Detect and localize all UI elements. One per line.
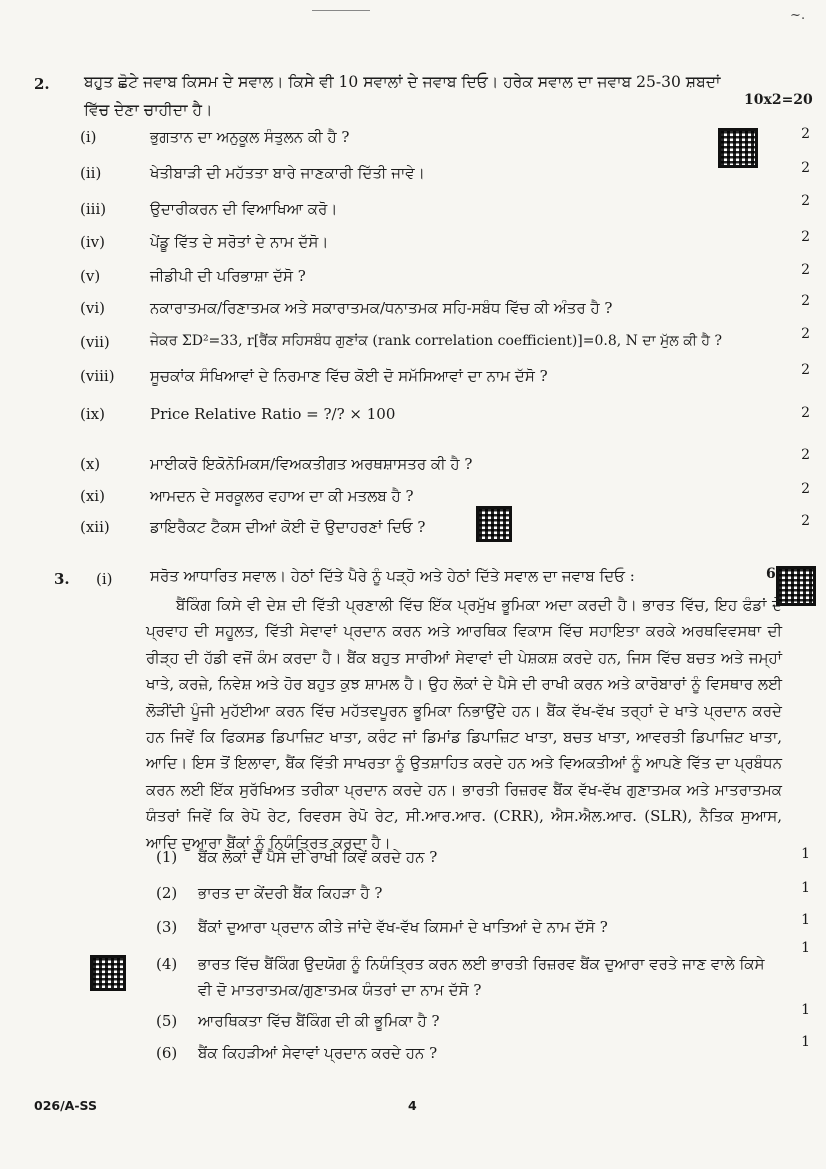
item-number: (iv): [80, 233, 105, 251]
subquestion-marks: 1: [801, 846, 810, 862]
item-marks: 2: [801, 362, 810, 378]
item-number: (ii): [80, 164, 102, 182]
subquestion-marks: 1: [801, 1002, 810, 1018]
header-rule: [312, 10, 370, 11]
subquestion-text: ਭਾਰਤ ਵਿੱਚ ਬੈਂਕਿੰਗ ਉਦਯੋਗ ਨੂੰ ਨਿਯੰਤ੍ਰਿਤ ਕਰਨ ਲਈ ਭਾਰਤੀ ਰਿਜ਼ਰਵ ਬੈਂਕ ਦੁਆਰਾ ਵਰਤੇ ਜਾਣ ਵਾਲੇ ਕਿਸੇ ਵੀ ਦੋ ਮਾਤਰਾਤਮਕ/ਗੁਣਾਤਮਕ ਯੰਤਰਾਂ ਦਾ ਨਾਮ ਦੱਸੋ ?: [198, 955, 765, 999]
item-marks: 2: [801, 326, 810, 342]
subquestion-number: (2): [156, 884, 178, 902]
item-marks: 2: [801, 513, 810, 529]
question-2-instruction: ਬਹੁਤ ਛੋਟੇ ਜਵਾਬ ਕਿਸਮ ਦੇ ਸਵਾਲ। ਕਿਸੇ ਵੀ 10 ਸਵਾਲਾਂ ਦੇ ਜਵਾਬ ਦਿਓ। ਹਰੇਕ ਸਵਾਲ ਦਾ ਜਵਾਬ 25-30 ਸ਼ਬਦਾਂ ਵਿੱਚ ਦੇਣਾ ਚਾਹੀਦਾ ਹੈ।: [84, 73, 721, 119]
subquestion-text: ਬੈਂਕਾਂ ਦੁਆਰਾ ਪ੍ਰਦਾਨ ਕੀਤੇ ਜਾਂਦੇ ਵੱਖ-ਵੱਖ ਕਿਸਮਾਂ ਦੇ ਖਾਤਿਆਂ ਦੇ ਨਾਮ ਦੱਸੋ ?: [198, 918, 608, 936]
item-number: (vii): [80, 333, 110, 351]
subquestion-marks: 1: [801, 880, 810, 896]
question-2-item-text: ਮਾਈਕਰੋ ਇਕੋਨੋਮਿਕਸ/ਵਿਅਕਤੀਗਤ ਅਰਥਸ਼ਾਸਤਰ ਕੀ ਹੈ ?: [150, 455, 473, 473]
subquestion-text: ਭਾਰਤ ਦਾ ਕੇਂਦਰੀ ਬੈਂਕ ਕਿਹੜਾ ਹੈ ?: [198, 884, 383, 902]
subquestion-number: (6): [156, 1044, 178, 1062]
subquestion-text: ਬੈਂਕ ਕਿਹੜੀਆਂ ਸੇਵਾਵਾਂ ਪ੍ਰਦਾਨ ਕਰਦੇ ਹਨ ?: [198, 1044, 438, 1062]
item-number: (xi): [80, 487, 105, 505]
question-3-total-marks: 6: [766, 566, 776, 582]
item-number: (x): [80, 455, 101, 473]
question-2-number: 2.: [34, 75, 50, 93]
qr-code-icon: [718, 128, 758, 168]
passage-text: ਬੈਂਕਿੰਗ ਕਿਸੇ ਵੀ ਦੇਸ਼ ਦੀ ਵਿੱਤੀ ਪ੍ਰਣਾਲੀ ਵਿੱਚ ਇੱਕ ਪ੍ਰਮੁੱਖ ਭੂਮਿਕਾ ਅਦਾ ਕਰਦੀ ਹੈ। ਭਾਰਤ ਵਿੱਚ, ਇਹ ਫੰਡਾਂ ਦੇ ਪ੍ਰਵਾਹ ਦੀ ਸਹੂਲਤ, ਵਿੱਤੀ ਸੇਵਾਵਾਂ ਪ੍ਰਦਾਨ ਕਰਨ ਅਤੇ ਆਰਥਿਕ ਵਿਕਾਸ ਵਿੱਚ ਸਹਾਇਤਾ ਕਰਕੇ ਅਰਥਵਿਵਸਥਾ ਦੀ ਰੀੜ੍ਹ ਦੀ ਹੱਡੀ ਵਜੋਂ ਕੰਮ ਕਰਦਾ ਹੈ। ਬੈਂਕ ਬਹੁਤ ਸਾਰੀਆਂ ਸੇਵਾਵਾਂ ਦੀ ਪੇਸ਼ਕਸ਼ ਕਰਦੇ ਹਨ, ਜਿਸ ਵਿੱਚ ਬਚਤ ਅਤੇ ਜਮ੍ਹਾਂ ਖਾਤੇ, ਕਰਜ਼ੇ, ਨਿਵੇਸ਼ ਅਤੇ ਹੋਰ ਬਹੁਤ ਕੁਝ ਸ਼ਾਮਲ ਹੈ। ਉਹ ਲੋਕਾਂ ਦੇ ਪੈਸੇ ਦੀ ਰਾਖੀ ਕਰਨ ਅਤੇ ਕਾਰੋਬਾਰਾਂ ਨੂੰ ਵਿਸਥਾਰ ਲਈ ਲੋੜੀਂਦੀ ਪੂੰਜੀ ਮੁਹੱਈਆ ਕਰਨ ਵਿੱਚ ਮਹੱਤਵਪੂਰਨ ਭੂਮਿਕਾ ਨਿਭਾਉਂਦੇ ਹਨ। ਬੈਂਕ ਵੱਖ-ਵੱਖ ਤਰ੍ਹਾਂ ਦੇ ਖਾਤੇ ਪ੍ਰਦਾਨ ਕਰਦੇ ਹਨ ਜਿਵੇਂ ਕਿ ਫਿਕਸਡ ਡਿਪਾਜ਼ਿਟ ਖਾਤਾ, ਕਰੰਟ ਜਾਂ ਡਿਮਾਂਡ ਡਿਪਾਜ਼ਿਟ ਖਾਤਾ, ਬਚਤ ਖਾਤਾ, ਆਵਰਤੀ ਡਿਪਾਜ਼ਿਟ ਖਾਤਾ, ਆਦਿ। ਇਸ ਤੋਂ ਇਲਾਵਾ, ਬੈਂਕ ਵਿੱਤੀ ਸਾਖਰਤਾ ਨੂੰ ਉਤਸ਼ਾਹਿਤ ਕਰਦੇ ਹਨ ਅਤੇ ਵਿਅਕਤੀਆਂ ਨੂੰ ਆਪਣੇ ਵਿੱਤ ਦਾ ਪ੍ਰਬੰਧਨ ਕਰਨ ਲਈ ਇੱਕ ਸੁਰੱਖਿਅਤ ਤਰੀਕਾ ਪ੍ਰਦਾਨ ਕਰਦੇ ਹਨ। ਭਾਰਤੀ ਰਿਜ਼ਰਵ ਬੈਂਕ ਵੱਖ-ਵੱਖ ਗੁਣਾਤਮਕ ਅਤੇ ਮਾਤਰਾਤਮਕ ਯੰਤਰਾਂ ਜਿਵੇਂ ਕਿ ਰੇਪੋ ਰੇਟ, ਰਿਵਰਸ ਰੇਪੋ ਰੇਟ, ਸੀ.ਆਰ.ਆਰ. (CRR), ਐਸ.ਐਲ.ਆਰ. (SLR), ਨੈਤਿਕ ਸੁਆਸ, ਆਦਿ ਦੁਆਰਾ ਬੈਂਕਾਂ ਨੂੰ ਨਿਯੰਤ੍ਰਿਤ ਕਰਦਾ ਹੈ।: [146, 596, 782, 852]
footer-code: 026/A-SS: [34, 1098, 97, 1113]
question-2-item-text: ਸੂਚਕਾਂਕ ਸੰਖਿਆਵਾਂ ਦੇ ਨਿਰਮਾਣ ਵਿੱਚ ਕੋਈ ਦੋ ਸਮੱਸਿਆਵਾਂ ਦਾ ਨਾਮ ਦੱਸੋ ?: [150, 367, 548, 385]
question-2-item-text: ਆਮਦਨ ਦੇ ਸਰਕੂਲਰ ਵਹਾਅ ਦਾ ਕੀ ਮਤਲਬ ਹੈ ?: [150, 487, 414, 505]
question-2-item-text: ਪੇਂਡੂ ਵਿੱਤ ਦੇ ਸਰੋਤਾਂ ਦੇ ਨਾਮ ਦੱਸੋ।: [150, 233, 329, 251]
question-2-item-text: ਜੀਡੀਪੀ ਦੀ ਪਰਿਭਾਸ਼ਾ ਦੱਸੋ ?: [150, 267, 306, 285]
item-marks: 2: [801, 405, 810, 421]
item-marks: 2: [801, 481, 810, 497]
question-3-part: (i): [96, 570, 113, 588]
source-passage: [146, 592, 782, 856]
item-marks: 2: [801, 229, 810, 245]
item-marks: 2: [801, 293, 810, 309]
question-2-total-marks: 10x2=20: [744, 92, 813, 108]
subquestion-number: (4): [156, 955, 178, 973]
subquestion-marks: 1: [801, 940, 810, 956]
item-number: (vi): [80, 299, 105, 317]
question-2-item-text: ਨਕਾਰਾਤਮਕ/ਰਿਣਾਤਮਕ ਅਤੇ ਸਕਾਰਾਤਮਕ/ਧਨਾਤਮਕ ਸਹਿ-ਸਬੰਧ ਵਿੱਚ ਕੀ ਅੰਤਰ ਹੈ ?: [150, 299, 613, 317]
question-2-item-text: ਭੁਗਤਾਨ ਦਾ ਅਨੁਕੂਲ ਸੰਤੁਲਨ ਕੀ ਹੈ ?: [150, 128, 350, 146]
item-marks: 2: [801, 126, 810, 142]
subquestion-text: ਆਰਥਿਕਤਾ ਵਿੱਚ ਬੈਂਕਿੰਗ ਦੀ ਕੀ ਭੂਮਿਕਾ ਹੈ ?: [198, 1012, 440, 1030]
item-marks: 2: [801, 193, 810, 209]
subquestion-number: (5): [156, 1012, 178, 1030]
item-number: (v): [80, 267, 101, 285]
subquestion-marks: 1: [801, 1034, 810, 1050]
subquestion-marks: 1: [801, 912, 810, 928]
subquestion-number: (3): [156, 918, 178, 936]
item-number: (i): [80, 128, 97, 146]
item-number: (viii): [80, 367, 115, 385]
question-2-item-text: ਉਦਾਰੀਕਰਨ ਦੀ ਵਿਆਖਿਆ ਕਰੋ।: [150, 200, 338, 218]
subquestion-number: (1): [156, 848, 178, 866]
item-marks: 2: [801, 160, 810, 176]
question-2-item-text: ਜੇਕਰ ΣD²=33, r[ਰੈਂਕ ਸਹਿਸਬੰਧ ਗੁਣਾਂਕ (rank correlation coefficient)]=0.8, N ਦਾ ਮੁੱਲ ਕੀ ਹੈ ?: [150, 333, 722, 349]
item-number: (xii): [80, 518, 110, 536]
item-number: (ix): [80, 405, 105, 423]
qr-code-icon: [776, 566, 816, 606]
qr-code-icon: [476, 506, 512, 542]
subquestion-text: ਬੈਂਕ ਲੋਕਾਂ ਦੇ ਪੈਸੇ ਦੀ ਰਾਖੀ ਕਿਵੇਂ ਕਰਦੇ ਹਨ ?: [198, 848, 438, 866]
page-number: 4: [408, 1098, 417, 1113]
item-marks: 2: [801, 447, 810, 463]
corner-mark: ~․: [790, 8, 806, 23]
question-2-item-text: Price Relative Ratio = ?/? × 100: [150, 405, 396, 423]
item-marks: 2: [801, 262, 810, 278]
item-number: (iii): [80, 200, 107, 218]
question-2-item-text: ਖੇਤੀਬਾੜੀ ਦੀ ਮਹੱਤਤਾ ਬਾਰੇ ਜਾਣਕਾਰੀ ਦਿੱਤੀ ਜਾਵੇ।: [150, 164, 425, 182]
qr-code-icon: [90, 955, 126, 991]
question-3-number: 3.: [54, 570, 70, 588]
question-2-item-text: ਡਾਇਰੈਕਟ ਟੈਕਸ ਦੀਆਂ ਕੋਈ ਦੋ ਉਦਾਹਰਣਾਂ ਦਿਓ ?: [150, 518, 426, 536]
question-3-heading: ਸਰੋਤ ਆਧਾਰਿਤ ਸਵਾਲ। ਹੇਠਾਂ ਦਿੱਤੇ ਪੈਰੇ ਨੂੰ ਪੜ੍ਹੋ ਅਤੇ ਹੇਠਾਂ ਦਿੱਤੇ ਸਵਾਲ ਦਾ ਜਵਾਬ ਦਿਓ :: [150, 567, 635, 585]
